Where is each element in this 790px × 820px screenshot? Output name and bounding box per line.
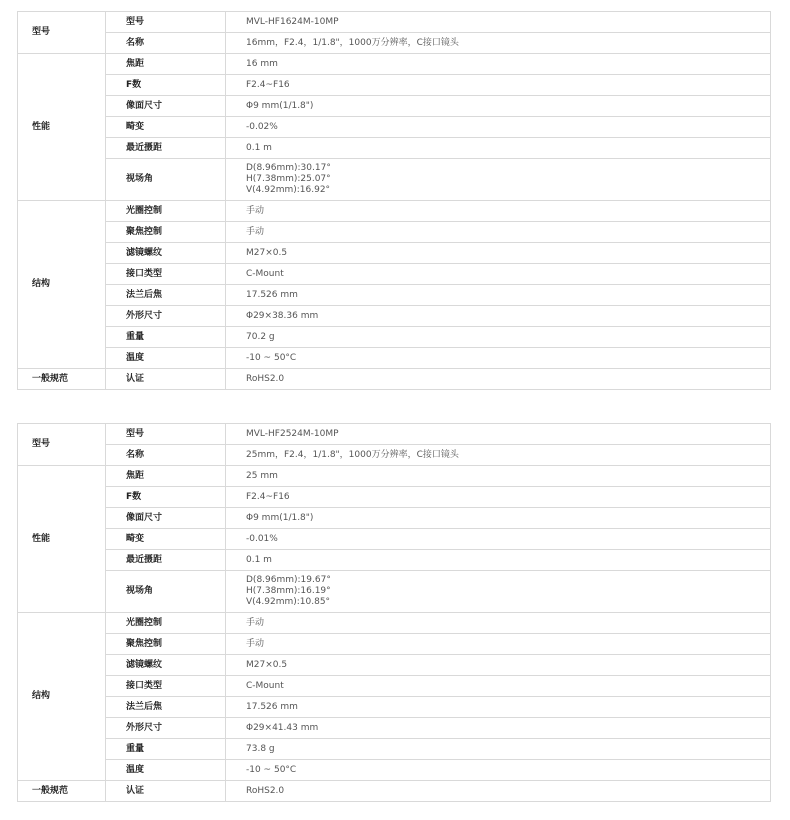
spec-value: 手动 bbox=[226, 222, 771, 243]
spec-table-2 bbox=[17, 423, 771, 802]
group-label-structure: 结构 bbox=[18, 201, 106, 369]
table-row bbox=[18, 96, 771, 117]
table-row bbox=[18, 12, 771, 33]
spec-key: 型号 bbox=[106, 12, 226, 33]
table-row bbox=[18, 550, 771, 571]
spec-table-1 bbox=[17, 11, 771, 390]
spec-value: 17.526 mm bbox=[226, 697, 771, 718]
spec-key: 视场角 bbox=[106, 159, 226, 201]
spec-value: RoHS2.0 bbox=[226, 781, 771, 802]
group-label-model: 型号 bbox=[18, 12, 106, 54]
spec-key: 焦距 bbox=[106, 466, 226, 487]
group-label-model: 型号 bbox=[18, 424, 106, 466]
fov-line-diagonal: D(8.96mm):19.67° bbox=[246, 575, 331, 585]
table-row bbox=[18, 718, 771, 739]
spec-value: 25mm，F2.4，1/1.8"，1000万分辨率，C接口镜头 bbox=[226, 445, 771, 466]
spec-key: 重量 bbox=[106, 327, 226, 348]
spec-value: C-Mount bbox=[226, 264, 771, 285]
spec-value: RoHS2.0 bbox=[226, 369, 771, 390]
spec-value: -10 ~ 50°C bbox=[226, 760, 771, 781]
spec-key: 焦距 bbox=[106, 54, 226, 75]
table-row bbox=[18, 159, 771, 201]
spec-value: -10 ~ 50°C bbox=[226, 348, 771, 369]
table-row bbox=[18, 201, 771, 222]
spec-key: 外形尺寸 bbox=[106, 718, 226, 739]
spec-value: 0.1 m bbox=[226, 138, 771, 159]
spec-key: 接口类型 bbox=[106, 676, 226, 697]
spec-value: M27×0.5 bbox=[226, 243, 771, 264]
table-row bbox=[18, 117, 771, 138]
table-row bbox=[18, 75, 771, 96]
spec-key: 名称 bbox=[106, 445, 226, 466]
spec-key: 滤镜螺纹 bbox=[106, 243, 226, 264]
spec-value: F2.4~F16 bbox=[226, 75, 771, 96]
table-row bbox=[18, 739, 771, 760]
spec-value: 16 mm bbox=[226, 54, 771, 75]
table-row bbox=[18, 676, 771, 697]
table-row bbox=[18, 487, 771, 508]
spec-value-multiline bbox=[226, 159, 771, 201]
spec-value: M27×0.5 bbox=[226, 655, 771, 676]
table-row bbox=[18, 697, 771, 718]
table-row bbox=[18, 54, 771, 75]
spec-key: 温度 bbox=[106, 348, 226, 369]
table-row bbox=[18, 613, 771, 634]
table-row bbox=[18, 760, 771, 781]
spec-value: 16mm，F2.4，1/1.8"，1000万分辨率，C接口镜头 bbox=[226, 33, 771, 54]
fov-line-horizontal: H(7.38mm):16.19° bbox=[246, 586, 331, 596]
group-label-performance: 性能 bbox=[18, 466, 106, 613]
group-label-performance: 性能 bbox=[18, 54, 106, 201]
spec-value: Φ9 mm(1/1.8") bbox=[226, 508, 771, 529]
spec-value: Φ29×38.36 mm bbox=[226, 306, 771, 327]
spec-value: Φ29×41.43 mm bbox=[226, 718, 771, 739]
spec-key: 像面尺寸 bbox=[106, 96, 226, 117]
spec-key: 接口类型 bbox=[106, 264, 226, 285]
spec-value: -0.01% bbox=[226, 529, 771, 550]
spec-key: 光圈控制 bbox=[106, 201, 226, 222]
spec-key: 聚焦控制 bbox=[106, 634, 226, 655]
fov-line-vertical: V(4.92mm):16.92° bbox=[246, 185, 331, 195]
spec-value: 手动 bbox=[226, 613, 771, 634]
table-row bbox=[18, 243, 771, 264]
spec-value: 17.526 mm bbox=[226, 285, 771, 306]
group-label-general: 一般规范 bbox=[18, 781, 106, 802]
table-row bbox=[18, 781, 771, 802]
spec-value: 手动 bbox=[226, 634, 771, 655]
spec-value: 70.2 g bbox=[226, 327, 771, 348]
table-row bbox=[18, 264, 771, 285]
table-row bbox=[18, 327, 771, 348]
spec-key: 认证 bbox=[106, 781, 226, 802]
spec-value: C-Mount bbox=[226, 676, 771, 697]
spec-key: F数 bbox=[106, 487, 226, 508]
spec-key: 重量 bbox=[106, 739, 226, 760]
spec-key: 像面尺寸 bbox=[106, 508, 226, 529]
spec-key: 温度 bbox=[106, 760, 226, 781]
spec-value: -0.02% bbox=[226, 117, 771, 138]
spec-key: 光圈控制 bbox=[106, 613, 226, 634]
spec-key: 法兰后焦 bbox=[106, 697, 226, 718]
spec-value: 0.1 m bbox=[226, 550, 771, 571]
table-row bbox=[18, 529, 771, 550]
spec-value: F2.4~F16 bbox=[226, 487, 771, 508]
spec-key: 认证 bbox=[106, 369, 226, 390]
group-label-structure: 结构 bbox=[18, 613, 106, 781]
spec-value: 25 mm bbox=[226, 466, 771, 487]
table-row bbox=[18, 285, 771, 306]
table-row bbox=[18, 424, 771, 445]
spec-key: 型号 bbox=[106, 424, 226, 445]
table-row bbox=[18, 222, 771, 243]
spec-key: 聚焦控制 bbox=[106, 222, 226, 243]
table-row bbox=[18, 445, 771, 466]
table-row bbox=[18, 571, 771, 613]
table-row bbox=[18, 348, 771, 369]
spec-key: 名称 bbox=[106, 33, 226, 54]
table-row bbox=[18, 138, 771, 159]
spec-value: 73.8 g bbox=[226, 739, 771, 760]
table-row bbox=[18, 369, 771, 390]
table-row bbox=[18, 655, 771, 676]
spec-value-multiline bbox=[226, 571, 771, 613]
spec-key: F数 bbox=[106, 75, 226, 96]
spec-key: 最近摄距 bbox=[106, 550, 226, 571]
spec-key: 外形尺寸 bbox=[106, 306, 226, 327]
spec-key: 法兰后焦 bbox=[106, 285, 226, 306]
table-row bbox=[18, 634, 771, 655]
spec-key: 滤镜螺纹 bbox=[106, 655, 226, 676]
table-row bbox=[18, 466, 771, 487]
spec-value: MVL-HF2524M-10MP bbox=[226, 424, 771, 445]
fov-line-vertical: V(4.92mm):10.85° bbox=[246, 597, 331, 607]
spec-key: 畸变 bbox=[106, 117, 226, 138]
fov-line-diagonal: D(8.96mm):30.17° bbox=[246, 163, 331, 173]
spec-value: Φ9 mm(1/1.8") bbox=[226, 96, 771, 117]
table-row bbox=[18, 306, 771, 327]
table-row bbox=[18, 508, 771, 529]
spec-key: 畸变 bbox=[106, 529, 226, 550]
spec-value: MVL-HF1624M-10MP bbox=[226, 12, 771, 33]
spec-key: 视场角 bbox=[106, 571, 226, 613]
spec-key: 最近摄距 bbox=[106, 138, 226, 159]
group-label-general: 一般规范 bbox=[18, 369, 106, 390]
spec-value: 手动 bbox=[226, 201, 771, 222]
fov-line-horizontal: H(7.38mm):25.07° bbox=[246, 174, 331, 184]
table-row bbox=[18, 33, 771, 54]
